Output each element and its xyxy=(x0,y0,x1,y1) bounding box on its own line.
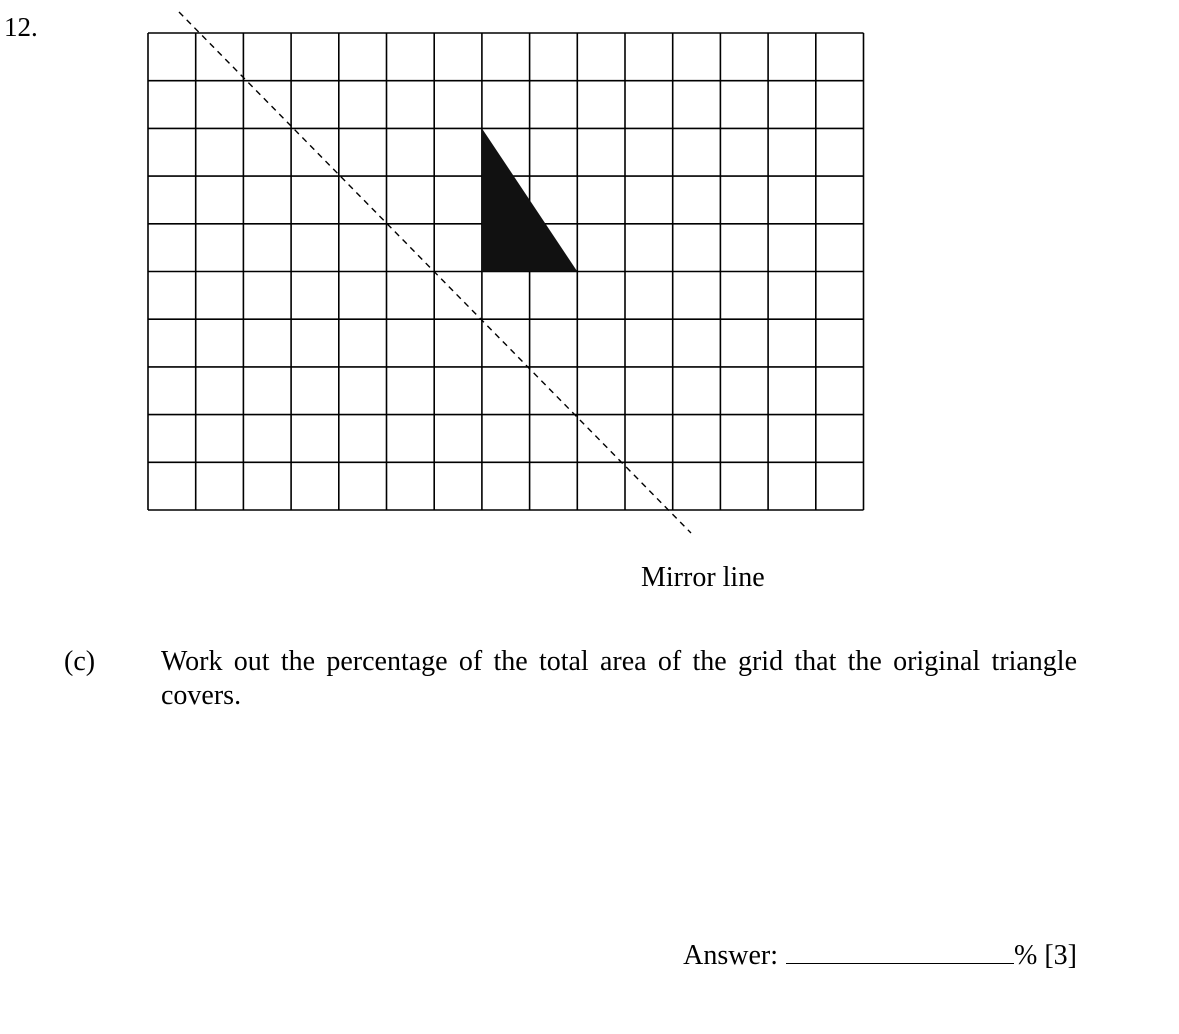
answer-blank[interactable] xyxy=(786,941,1014,964)
question-number: 12. xyxy=(4,12,38,42)
answer-line xyxy=(683,939,1077,973)
question-text: Work out the percentage of the total area of the grid that the original triangle covers. xyxy=(161,646,1077,711)
answer-label: Answer: xyxy=(683,940,779,971)
mirror-line-label: Mirror line xyxy=(641,562,765,593)
answer-suffix: % [3] xyxy=(1014,940,1077,971)
part-label: (c) xyxy=(64,646,96,677)
